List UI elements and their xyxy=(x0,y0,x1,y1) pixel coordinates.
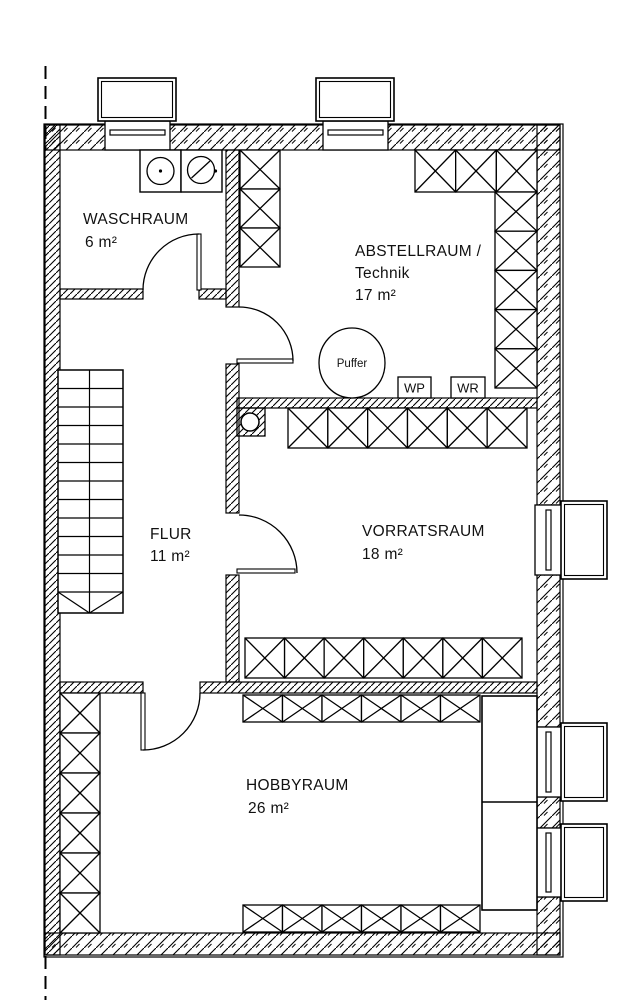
window-top-1 xyxy=(98,78,176,150)
room-label-abstellraum: ABSTELLRAUM / xyxy=(355,243,482,260)
heat-pump-label: WP xyxy=(404,380,425,396)
washing-machine-icon xyxy=(140,150,181,192)
room-label-vorratsraum: VORRATSRAUM xyxy=(362,523,485,540)
window-hobbyraum-1 xyxy=(535,723,607,801)
shelf-unit-vorrat-bottom xyxy=(245,638,522,678)
dryer-icon xyxy=(181,150,222,192)
room-area-waschraum: 6 m² xyxy=(85,234,118,251)
door-waschraum xyxy=(143,234,201,290)
room-flur xyxy=(150,526,192,565)
wall-flur-east-upper xyxy=(226,364,239,513)
room-area-flur: 11 m² xyxy=(150,548,190,565)
room-abstellraum xyxy=(355,243,482,304)
room-area-hobbyraum: 26 m² xyxy=(248,800,290,817)
water-heater-unit xyxy=(451,377,485,398)
wall-bottom xyxy=(45,933,560,955)
door-hobbyraum xyxy=(141,693,200,750)
heat-pump-unit xyxy=(398,377,431,398)
door-vorratsraum xyxy=(237,515,297,573)
window-top-2 xyxy=(316,78,394,150)
window-hobbyraum-2 xyxy=(535,824,607,901)
shelf-unit-hobby-left xyxy=(60,693,100,933)
wall-right-3 xyxy=(537,797,560,828)
room-label-abstellraum-2: Technik xyxy=(355,265,410,282)
room-waschraum xyxy=(83,211,188,251)
wall-flur-east-lower xyxy=(226,575,239,682)
wall-flur-south xyxy=(60,682,143,693)
buffer-tank-label: Puffer xyxy=(336,358,368,370)
room-label-waschraum: WASCHRAUM xyxy=(83,211,189,228)
room-label-flur: FLUR xyxy=(150,526,192,543)
wall-right-1 xyxy=(537,125,560,505)
room-label-hobbyraum: HOBBYRAUM xyxy=(246,777,349,794)
wall-right-2 xyxy=(537,575,560,727)
shelf-unit-vorrat-top xyxy=(288,408,527,448)
shelf-unit-hobby-bottom xyxy=(243,905,480,932)
water-heater-label: WR xyxy=(457,380,479,396)
shelf-unit-abstell-right xyxy=(495,192,537,388)
shelf-unit-abstell-top xyxy=(415,150,537,192)
wall-waschraum-east xyxy=(226,150,239,307)
room-vorratsraum xyxy=(362,523,485,563)
shelf-unit-abstell-left xyxy=(240,150,280,267)
room-hobbyraum xyxy=(246,777,349,817)
buffer-tank xyxy=(319,328,385,398)
wall-waschraum-south-left xyxy=(60,289,143,299)
wall-abstell-vorrat xyxy=(237,398,537,408)
wall-vorrat-south xyxy=(200,682,537,693)
door-abstellraum xyxy=(237,307,293,363)
shelf-unit-hobby-top xyxy=(243,695,480,722)
wall-waschraum-south-right xyxy=(199,289,226,299)
hobby-cabinet xyxy=(482,696,537,910)
staircase xyxy=(58,370,123,613)
floor-drain-icon xyxy=(237,408,265,436)
window-vorratsraum xyxy=(535,501,607,579)
room-area-vorratsraum: 18 m² xyxy=(362,546,404,563)
room-area-abstellraum: 17 m² xyxy=(355,287,397,304)
